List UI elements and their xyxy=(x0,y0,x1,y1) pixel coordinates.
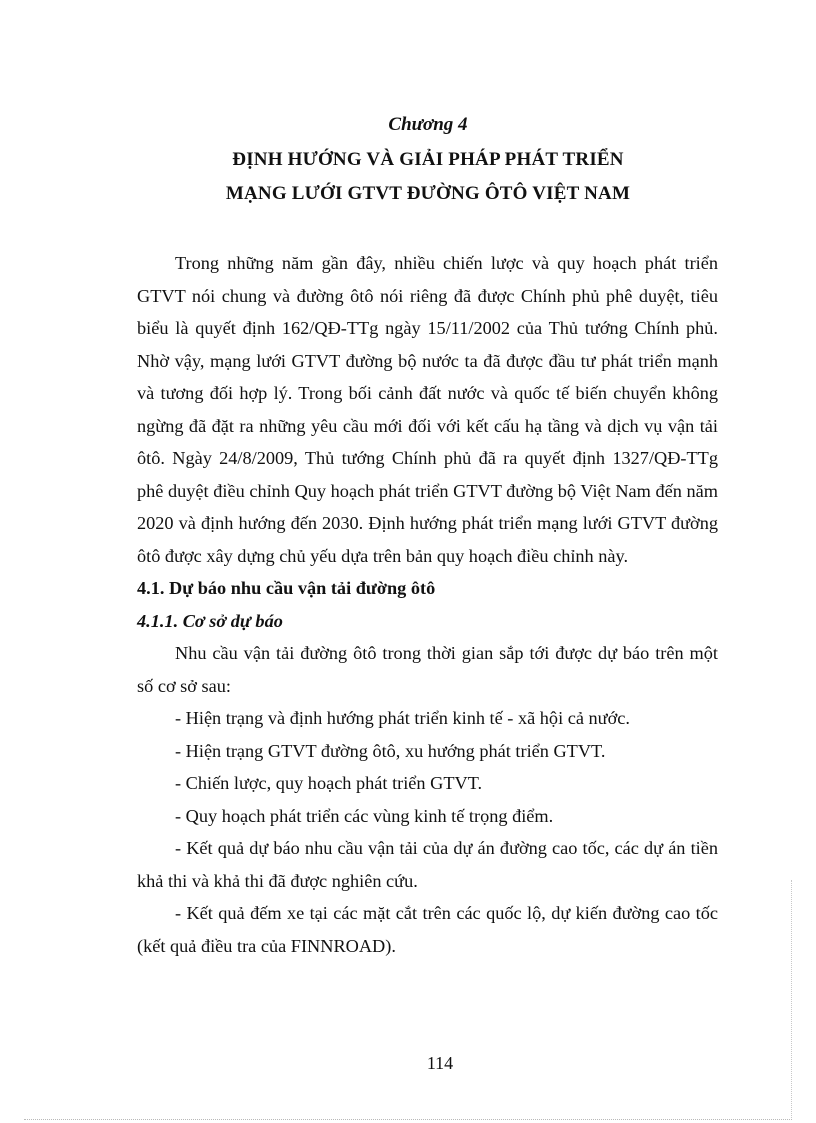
page-number: 114 xyxy=(426,1053,454,1073)
list-item: - Kết quả đếm xe tại các mặt cắt trên các quốc lộ, dự kiến đường cao tốc (kết quả điều tra của FINNROAD). xyxy=(137,903,718,956)
intro-paragraph: Trong những năm gần đây, nhiều chiến lược và quy hoạch phát triển GTVT nói chung và đường ôtô nói riêng đã được Chính phủ phê duyệt, tiêu biểu là quyết định 162/QĐ-TTg ngày 15/11/2002 của Thủ tướng Chính phủ. Nhờ vậy, mạng lưới GTVT đường bộ nước ta đã được đầu tư phát triển mạnh và tương đối hợp lý. Trong bối cảnh đất nước và quốc tế biến chuyển không ngừng đã đặt ra những yêu cầu mới đối với kết cấu hạ tầng và dịch vụ vận tải ôtô. Ngày 24/8/2009, Thủ tướng Chính phủ đã ra quyết định 1327/QĐ-TTg phê duyệt điều chỉnh Quy hoạch phát triển GTVT đường bộ Việt Nam đến năm 2020 và định hướng đến 2030. Định hướng phát triển mạng lưới GTVT đường ôtô được xây dựng chủ yếu dựa trên bản quy hoạch điều chỉnh này. xyxy=(137,253,718,566)
subsection-heading: 4.1.1. Cơ sở dự báo xyxy=(137,610,283,631)
body-content xyxy=(137,247,718,962)
list-item: - Chiến lược, quy hoạch phát triển GTVT. xyxy=(175,773,483,793)
page-edge-divider xyxy=(791,880,792,1120)
page-bottom-divider xyxy=(24,1119,792,1120)
chapter-title-line-1: ĐỊNH HƯỚNG VÀ GIẢI PHÁP PHÁT TRIỂN xyxy=(232,149,624,170)
section-heading: 4.1. Dự báo nhu cầu vận tải đường ôtô xyxy=(137,578,436,598)
list-item: - Quy hoạch phát triển các vùng kinh tế trọng điểm. xyxy=(175,805,554,826)
lead-paragraph: Nhu cầu vận tải đường ôtô trong thời gian sắp tới được dự báo trên một số cơ sở sau: xyxy=(137,643,718,696)
chapter-title-line-2: MẠNG LƯỚI GTVT ĐƯỜNG ÔTÔ VIỆT NAM xyxy=(225,183,631,204)
list-item: - Hiện trạng GTVT đường ôtô, xu hướng phát triển GTVT. xyxy=(175,740,606,761)
chapter-label: Chương 4 xyxy=(388,114,468,135)
list-item: - Kết quả dự báo nhu cầu vận tải của dự án đường cao tốc, các dự án tiền khả thi và khả thi đã được nghiên cứu. xyxy=(137,838,718,891)
list-item: - Hiện trạng và định hướng phát triển kinh tế - xã hội cả nước. xyxy=(175,708,630,728)
